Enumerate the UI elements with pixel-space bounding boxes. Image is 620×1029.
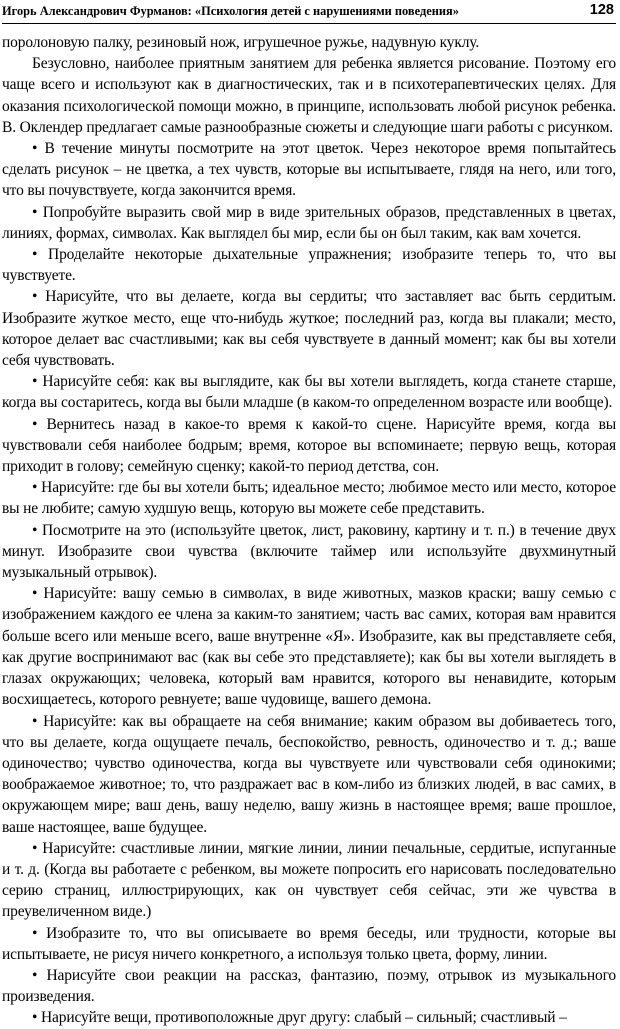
list-item: • Попробуйте выразить свой мир в виде зрительных образов, представленных в цветах, линиях, формах, символах. Как выглядел бы мир, если бы он был таким, как вам хочется.: [2, 203, 616, 242]
page-number: 128: [589, 2, 614, 18]
paragraph: Безусловно, наиболее приятным занятием для ребенка является рисование. Поэтому его чаще всего и используют как в диагностических, так и в психотерапевтических целях. Для оказания психологической помощи можно, в принципе, использовать любой рисунок ребенка. В. Оклендер предлагает самые разнообразные сюжеты и следующие шаги работы с рисунком.: [2, 55, 616, 136]
list-item: • Нарисуйте: вашу семью в символах, в виде животных, мазков краски; вашу семью с изображением каждого ее члена за каким-то занятием; часть вас самих, которая вам нравится больше всего или меньше всего, ваше внутренне «Я». Изобразите, как вы представляете себя, как другие воспринимают вас (как вы себе это представляете); как бы вы хотели выглядеть в глазах окружающих; человека, который вам нравится, которого вы ненавидите, которым восхищаетесь, которого ревнуете; ваше чудовище, вашего демона.: [2, 585, 616, 709]
list-item: • Нарисуйте: где бы вы хотели быть; идеальное место; любимое место или место, которое вы не любите; самую худшую вещь, которую вы можете себе представить.: [2, 479, 616, 518]
list-item: • Вернитесь назад в какое-то время к какой-то сцене. Нарисуйте время, когда вы чувствовали себя наиболее бодрым; время, которое вы вспоминаете; первую вещь, которая приходит в голову; семейную сценку; какой-то период детства, сон.: [2, 415, 616, 476]
running-header: [2, 2, 616, 24]
list-item: • Нарисуйте свои реакции на рассказ, фантазию, поэму, отрывок из музыкального произведения.: [2, 966, 616, 1006]
header-title: Игорь Александрович Фурманов: «Психология детей с нарушениями поведения»: [2, 4, 459, 18]
list-item: • Изобразите то, что вы описываете во время беседы, или трудности, которые вы испытываете, не рисуя ничего конкретного, а используя только цвета, форму, линии.: [2, 924, 616, 963]
list-item: • Посмотрите на это (используйте цветок, лист, раковину, картину и т. п.) в течение двух минут. Изобразите свои чувства (включите таймер или используйте двухминутный музыкальный отрывок).: [2, 521, 616, 582]
list-item: • Проделайте некоторые дыхательные упражнения; изобразите теперь то, что вы чувствуете.: [2, 246, 616, 285]
body-text: [2, 32, 616, 1029]
list-item: • Нарисуйте: как вы обращаете на себя внимание; каким образом вы добиваетесь того, что вы делаете, когда ощущаете печаль, беспокойство, ревность, одиночество и т. д.; ваше одиночество; чувство одиночества, когда вы чувствуете или чувствовали себя одинокими; воображаемое животное; то, что раздражает вас в ком-либо из близких людей, в вас самих, в окружающем мире; ваш день, вашу неделю, вашу жизнь в настоящее время; ваше прошлое, ваше настоящее, ваше будущее.: [2, 712, 616, 836]
list-item: • Нарисуйте вещи, противоположные друг другу: слабый – сильный; счастливый –: [32, 1009, 567, 1027]
list-item: • Нарисуйте: счастливые линии, мягкие линии, линии печальные, сердитые, испуганные и т. д. (Когда вы работаете с ребенком, вы можете попросить его нарисовать последовательно серию страниц, иллюстрирующих, как он чувствует себя сейчас, эти же чувства в преувеличенном виде.): [2, 839, 616, 921]
list-item: • В течение минуты посмотрите на этот цветок. Через некоторое время попытайтесь сделать рисунок – не цветка, а тех чувств, которые вы испытываете, глядя на него, или того, что вы почувствуете, когда закончится время.: [2, 140, 616, 200]
list-item: • Нарисуйте себя: как вы выглядите, как бы вы хотели выглядеть, когда станете старше, когда вы состаритесь, когда вы были младше (в каком-то определенном возрасте или вообще).: [2, 373, 616, 412]
paragraph: поролоновую палку, резиновый нож, игрушечное ружье, надувную куклу.: [2, 34, 480, 51]
list-item: • Нарисуйте, что вы делаете, когда вы сердиты; что заставляет вас быть сердитым. Изобразите жуткое место, еще что-нибудь жуткое; последний раз, когда вы плакали; место, которое делает вас счастливыми; как вы себя чувствуете в данный момент; как бы вы хотели себя чувствовать.: [2, 288, 616, 370]
